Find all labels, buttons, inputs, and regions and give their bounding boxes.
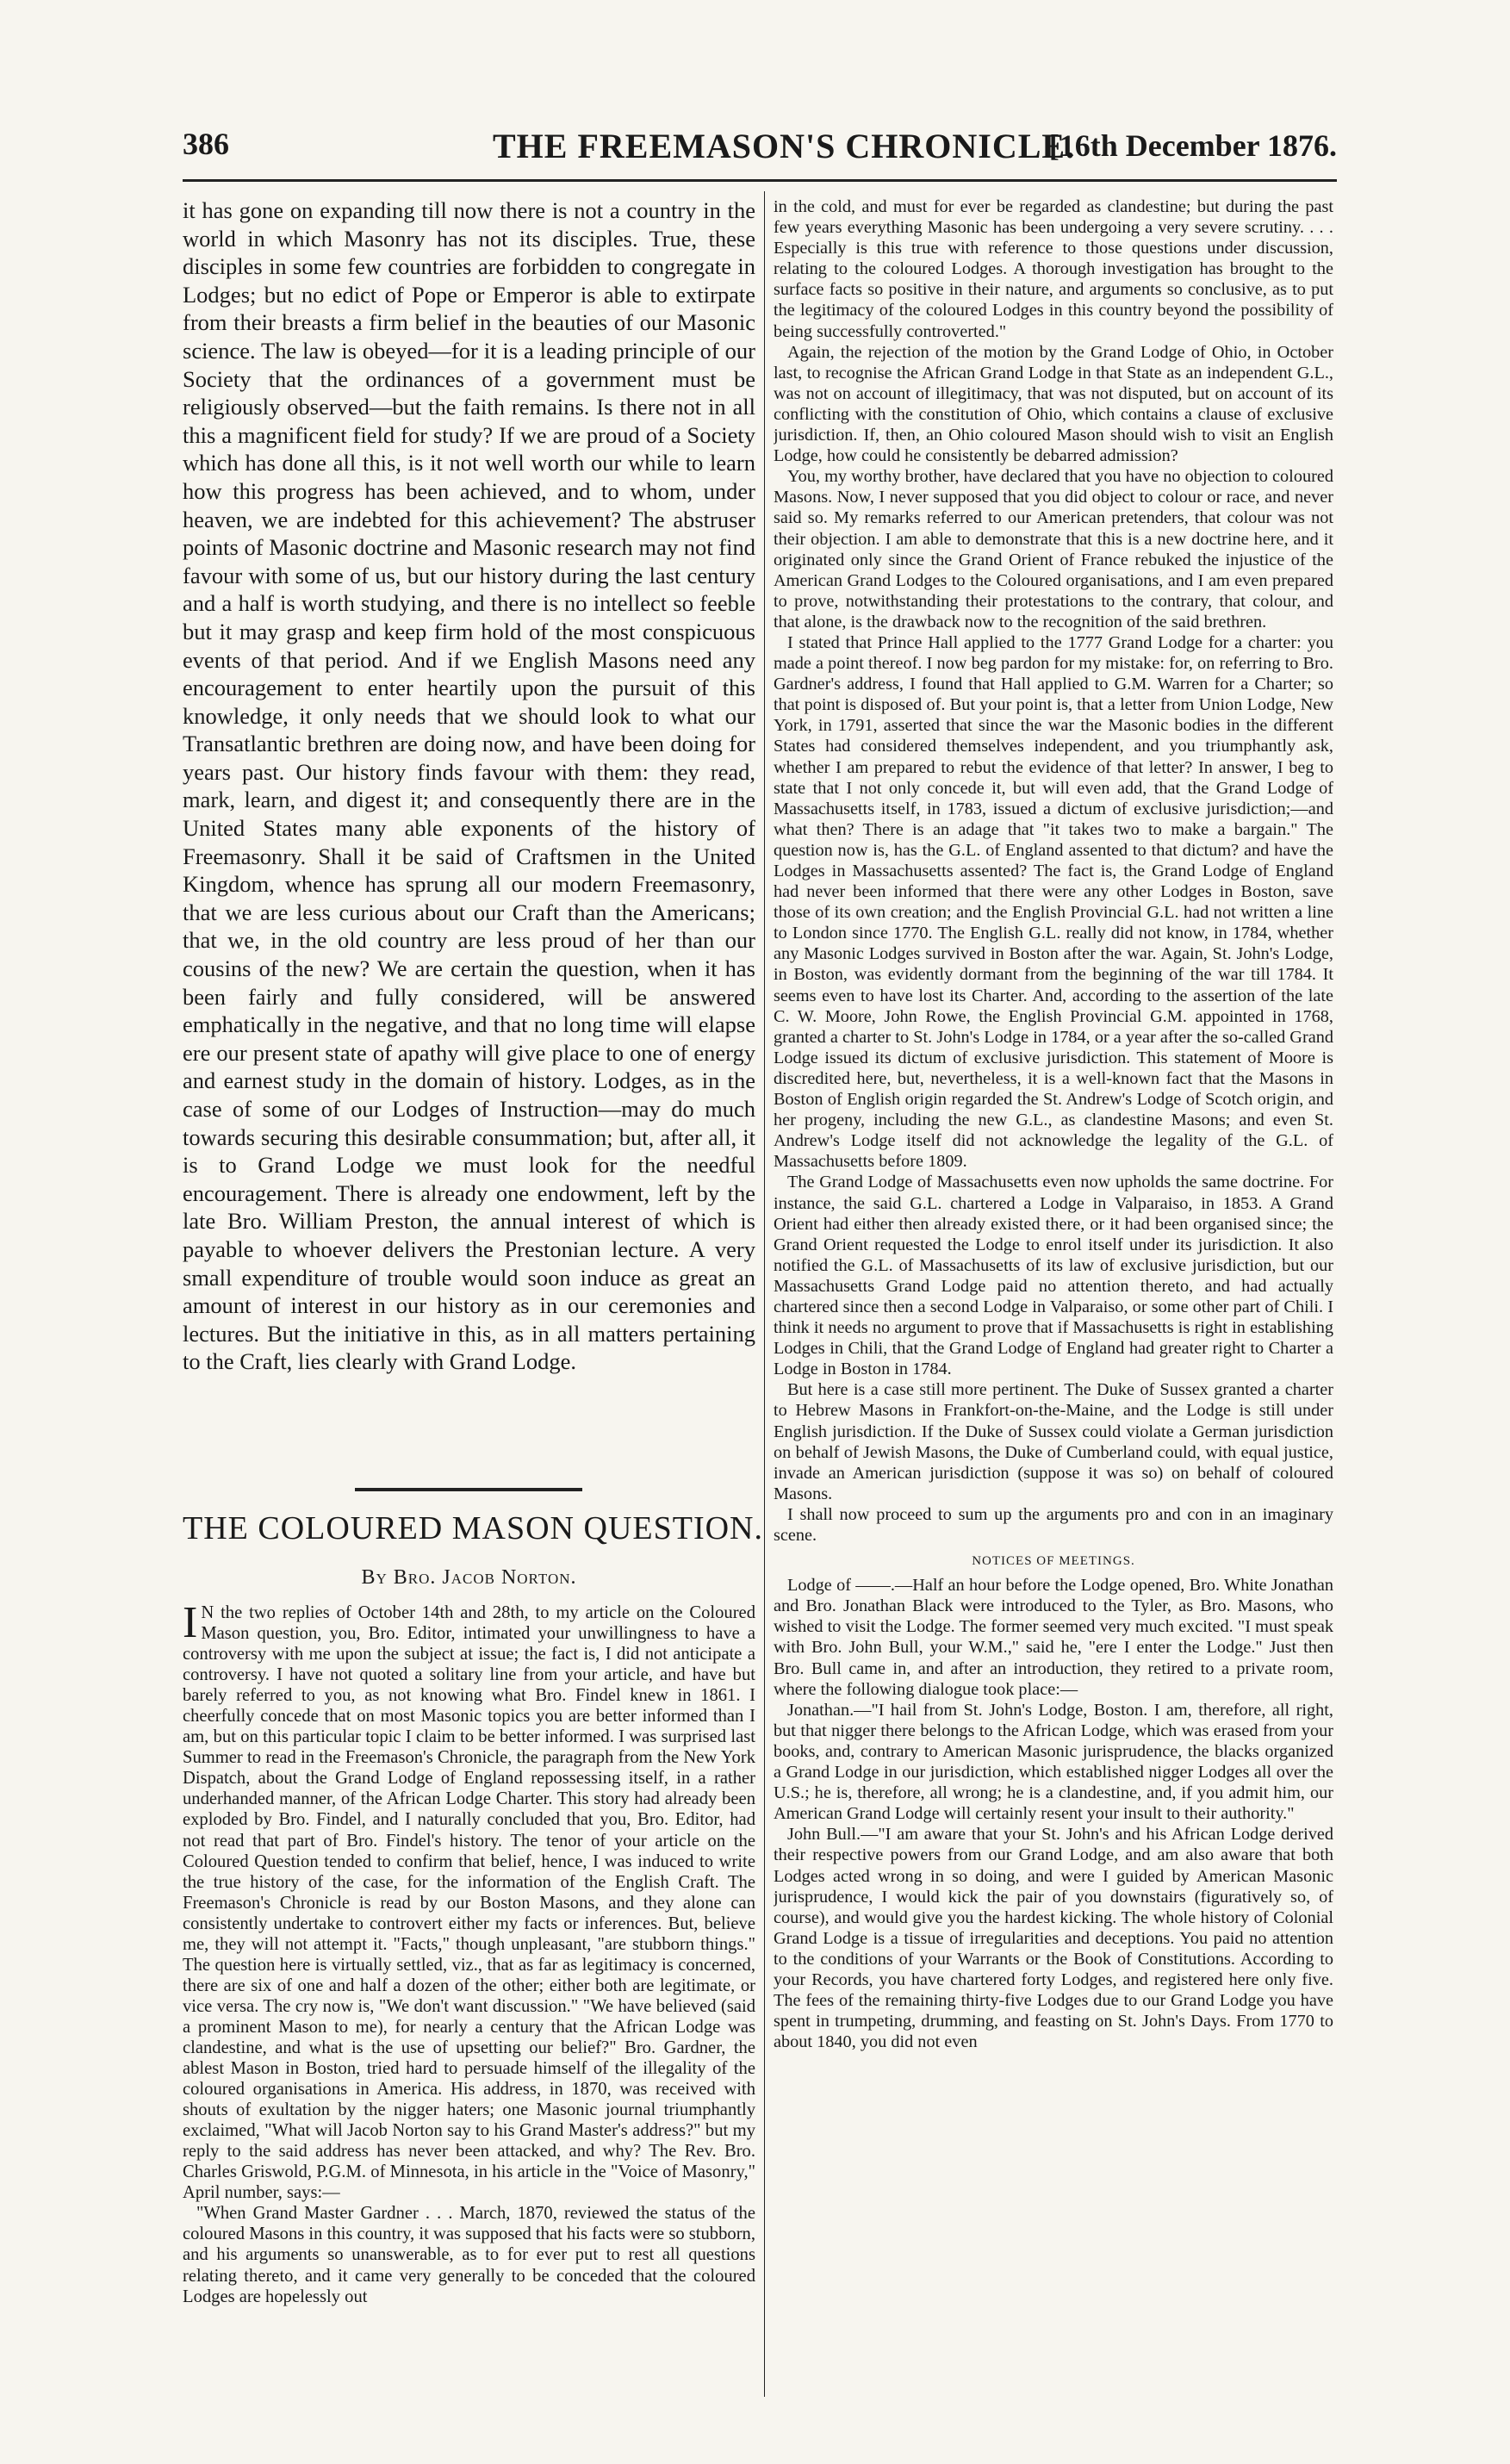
- right-paragraph: But here is a case still more pertinent. The Duke of Sussex granted a charter to Hebrew Masons in Frankfort-on-the-Maine, and the Lodge is still under English jurisdiction. If the Duke of Sussex could violate a German jurisdiction on behalf of Jewish Masons, the Duke of Cumberland could, with equal justice, invade an American jurisdiction (suppose it was so) on behalf of coloured Masons.: [774, 1380, 1333, 1503]
- right-paragraph: in the cold, and must for ever be regarded as clandestine; but during the past few years everything Masonic has been undergoing a very severe scrutiny. . . . Especially is this true with reference to those questions under discussion, relating to the coloured Lodges. A thorough investigation has brought to the surface facts so positive in their nature, and arguments so conclusive, as to put the legitimacy of the coloured Lodges in this country beyond the possibility of being successfully controverted.": [774, 197, 1333, 341]
- column-divider: [764, 191, 765, 2397]
- left-column-top-text: [183, 196, 755, 1475]
- right-paragraph: Again, the rejection of the motion by the Grand Lodge of Ohio, in October last, to recognise the African Grand Lodge in that State as an independent G.L., was not on account of illegitimacy, that was not disputed, but on account of its conflicting with the constitution of Ohio, which contains a clause of exclusive jurisdiction. If, then, an Ohio coloured Mason should wish to visit an English Lodge, how could he consistently be debarred admission?: [774, 342, 1333, 466]
- article-paragraph: [183, 1602, 755, 2203]
- page-header: [183, 126, 1337, 174]
- article-title: THE COLOURED MASON QUESTION.: [183, 1510, 763, 1546]
- notices-heading: NOTICES OF MEETINGS.: [972, 1554, 1135, 1569]
- left-column-article-text: [183, 1602, 755, 2395]
- notice-paragraph: Lodge of ——.—Half an hour before the Lodge opened, Bro. White Jonathan and Bro. Jonathan Black were introduced to the Tyler, as Bro. Masons, who wished to visit the Lodge. The former seemed very much excited. "I must speak with Bro. John Bull, your W.M.," said he, "ere I enter the Lodge." Just then Bro. Bull came in, and after an introduction, they retired to a private room, where the following dialogue took place:—: [774, 1576, 1333, 1699]
- article-quote-paragraph: "When Grand Master Gardner . . . March, 1870, reviewed the status of the coloured Masons in this country, it was supposed that his facts were so stubborn, and his arguments so unanswerable, as to for ever put to rest all questions relating thereto, and it came very generally to be conceded that the coloured Lodges are hopelessly out: [183, 2204, 755, 2306]
- newspaper-title: THE FREEMASON'S CHRONICLE.: [493, 127, 1076, 165]
- right-paragraph: You, my worthy brother, have declared that you have no objection to coloured Masons. Now, I never supposed that you did object to colour or race, and never said so. My remarks referred to our American pretenders, that colour was not their objection. I am able to demonstrate that this is a new doctrine here, and it originated only since the Grand Orient of France rebuked the injustice of the American Grand Lodges to the Coloured organisations, and I am even prepared to prove, notwithstanding their protestations to the contrary, that colour, and that alone, is the drawback now to the recognition of the said brethren.: [774, 467, 1333, 632]
- section-separator: [355, 1488, 582, 1491]
- editorial-paragraph: it has gone on expanding till now there is not a country in the world in which Masonry has not its disciples. True, these disciples in some few countries are forbidden to congregate in Lodges; but no edict of Pope or Emperor is able to extirpate from their breasts a firm belief in the beauties of our Masonic science. The law is obeyed—for it is a leading principle of our Society that the ordinances of a government must be religiously observed—but the faith remains. Is there not in all this a magnificent field for study? If we are proud of a Society which has done all this, is it not well worth our while to learn how this progress has been achieved, and to whom, under heaven, we are indebted for this achievement? The abstruser points of Masonic doctrine and Masonic research may not find favour with some of us, but our history during the last century and a half is worth studying, and there is no intellect so feeble but it may grasp and keep firm hold of the most conspicuous events of that period. And if we English Masons need any encouragement to enter heartily upon the pursuit of this knowledge, it only needs that we should look to what our Transatlantic brethren are doing now, and have been doing for years past. Our history finds favour with them: they read, mark, learn, and digest it; and consequently there are in the United States many able exponents of the history of Freemasonry. Shall it be said of Craftsmen in the United Kingdom, whence has sprung all our modern Freemasonry, that we are less curious about our Craft than the Americans; that we, in the old country are less proud of her than our cousins of the new? We are certain the question, when it has been fairly and fully considered, will be answered emphatically in the negative, and that no long time will elapse ere our present state of apathy will give place to one of energy and earnest study in the domain of history. Lodges, as in the case of some of our Lodges of Instruction—may do much towards securing this desirable consummation; but, after all, it is to Grand Lodge we must look for the needful encouragement. There is already one endowment, left by the late Bro. William Preston, the annual interest of which is payable to whoever delivers the Prestonian lecture. A very small expenditure of trouble would soon induce as great an amount of interest in our history as in our ceremonies and lectures. But the initiative in this, as in all matters pertaining to the Craft, lies clearly with Grand Lodge.: [183, 197, 755, 1375]
- right-paragraph: I shall now proceed to sum up the arguments pro and con in an imaginary scene.: [774, 1504, 1333, 1545]
- header-rule: [183, 179, 1337, 182]
- right-paragraph: I stated that Prince Hall applied to the 1777 Grand Lodge for a charter: you made a point thereof. I now beg pardon for my mistake: for, on referring to Bro. Gardner's address, I found that Hall applied to G.M. Warren for a Charter; so that point is disposed of. But your point is, that a letter from Union Lodge, New York, in 1791, asserted that since the war the Masonic bodies in the different States had considered themselves independent, and you triumphantly ask, whether I am prepared to rebut the evidence of that letter? In answer, I beg to state that I not only concede it, but will even add, that the Grand Lodge of Massachusetts itself, in 1783, issued a dictum of exclusive jurisdiction;—and what then? There is an adage that "it takes two to make a bargain." The question now is, has the G.L. of England assented to that dictum? and have the Lodges in Massachusetts assented? The fact is, the Grand Lodge of England had never been informed that there were any other Lodges in Boston, save those of its own creation; and the English Provincial G.L. had not written a line to London since 1770. The English G.L. really did not know, in 1784, whether any Masonic Lodges survived in Boston after the war. Again, St. John's Lodge, in Boston, was evidently dormant from the beginning of the war till 1784. It seems even to have lost its Charter. And, according to the assertion of the late C. W. Moore, John Rowe, the English Provincial G.M. appointed in 1768, granted a charter to St. John's Lodge in 1784, or a year after the so-called Grand Lodge issued its dictum of exclusive jurisdiction. This statement of Moore is discredited here, but, nevertheless, it is a well-known fact that the Masons in Boston of English origin regarded the St. Andrew's Lodge of Scotch origin, and her progeny, including the new G.L., as clandestine Masons; and even St. Andrew's Lodge itself did not acknowledge the legality of the G.L. of Massachusetts before 1809.: [774, 632, 1333, 1172]
- article-byline: By Bro. Jacob Norton.: [361, 1566, 577, 1589]
- notice-paragraph: Jonathan.—"I hail from St. John's Lodge, Boston. I am, therefore, all right, but that nigger there belongs to the African Lodge, which was erased from your books, and, contrary to American Masonic jurisprudence, the blacks organized a Grand Lodge in our jurisdiction, which established nigger Lodges all over the U.S.; he is, therefore, all wrong; he is a clandestine, and, if you admit him, our American Grand Lodge will certainly resent your insult to their authority.": [774, 1700, 1333, 1824]
- page-number: 386: [183, 127, 229, 161]
- right-paragraph: The Grand Lodge of Massachusetts even now upholds the same doctrine. For instance, the said G.L. chartered a Lodge in Valparaiso, in 1853. A Grand Orient had either then already existed there, or it had been organised since; the Grand Orient requested the Lodge to enrol itself under its jurisdiction. It also notified the G.L. of Massachusetts of its law of exclusive jurisdiction, but our Massachusetts Grand Lodge paid no attention thereto, and had actually chartered since then a second Lodge in Valparaiso, or some other part of Chili. I think it needs no argument to prove that if Massachusetts is right in establishing Lodges in Chili, that the Grand Lodge of England had greater right to Charter a Lodge in Boston in 1784.: [774, 1173, 1333, 1379]
- notice-paragraph: John Bull.—"I am aware that your St. John's and his African Lodge derived their respective powers from our Grand Lodge, and am also aware that both Lodges acted wrong in so doing, and were I guided by American Masonic jurisprudence, I would kick the pair of you downstairs (figuratively so, of course), and would give you the hardest kicking. The whole history of Colonial Grand Lodge is a tissue of irregularities and deceptions. You paid no attention to the conditions of your Warrants or the Book of Constitutions. According to your Records, you have chartered forty Lodges, and registered here only five. The fees of the remaining thirty-five Lodges due to our Grand Lodge you have spent in trumpeting, drumming, and feasting on St. John's Days. From 1770 to about 1840, you did not even: [774, 1825, 1333, 2052]
- drop-cap: I: [183, 1602, 198, 1647]
- issue-date: [16th December 1876.: [1048, 128, 1337, 163]
- article-paragraph-text: N the two replies of October 14th and 28th, to my article on the Coloured Mason question, you, Bro. Editor, intimated your unwillingness to have a controversy with me upon the subject at issue; the fact is, I did not anticipate a controversy. I have not quoted a solitary line from your article, and have but barely referred to you, as not knowing what Bro. Findel knew in 1861. I cheerfully concede that on most Masonic topics you are better informed than I am, but on this particular topic I claim to be better informed. I was surprised last Summer to read in the Freemason's Chronicle, the paragraph from the New York Dispatch, about the Grand Lodge of England repossessing itself, in a rather underhanded manner, of the African Lodge Charter. This story had already been exploded by Bro. Findel, and I naturally concluded that you, Bro. Editor, had not read that part of Bro. Findel's history. The tenor of your article on the Coloured Question tended to confirm that belief, hence, I was induced to write the true history of the case, for the information of the English Craft. The Freemason's Chronicle is read by our Boston Masons, and they alone can consistently undertake to controvert either my facts or inferences. But, believe me, they will not attempt it. "Facts," though unpleasant, "are stubborn things." The question here is virtually settled, viz., that as far as legitimacy is concerned, there are six of one and half a dozen of the other; either both are legitimate, or vice versa. The cry now is, "We don't want discussion." "We have believed (said a prominent Mason to me), for nearly a century that the African Lodge was clandestine, and what is the use of upsetting our belief?" Bro. Gardner, the ablest Mason in Boston, tried hard to persuade himself of the illegality of the coloured organisations in America. His address, in 1870, was received with shouts of exultation by the nigger haters; one Masonic journal triumphantly exclaimed, "What will Jacob Norton say to his Grand Master's address?" but my reply to the said address has never been attacked, and why? The Rev. Bro. Charles Griswold, P.G.M. of Minnesota, in his article in the "Voice of Masonry," April number, says:—: [183, 1603, 755, 2203]
- right-column-text: [774, 196, 1333, 2395]
